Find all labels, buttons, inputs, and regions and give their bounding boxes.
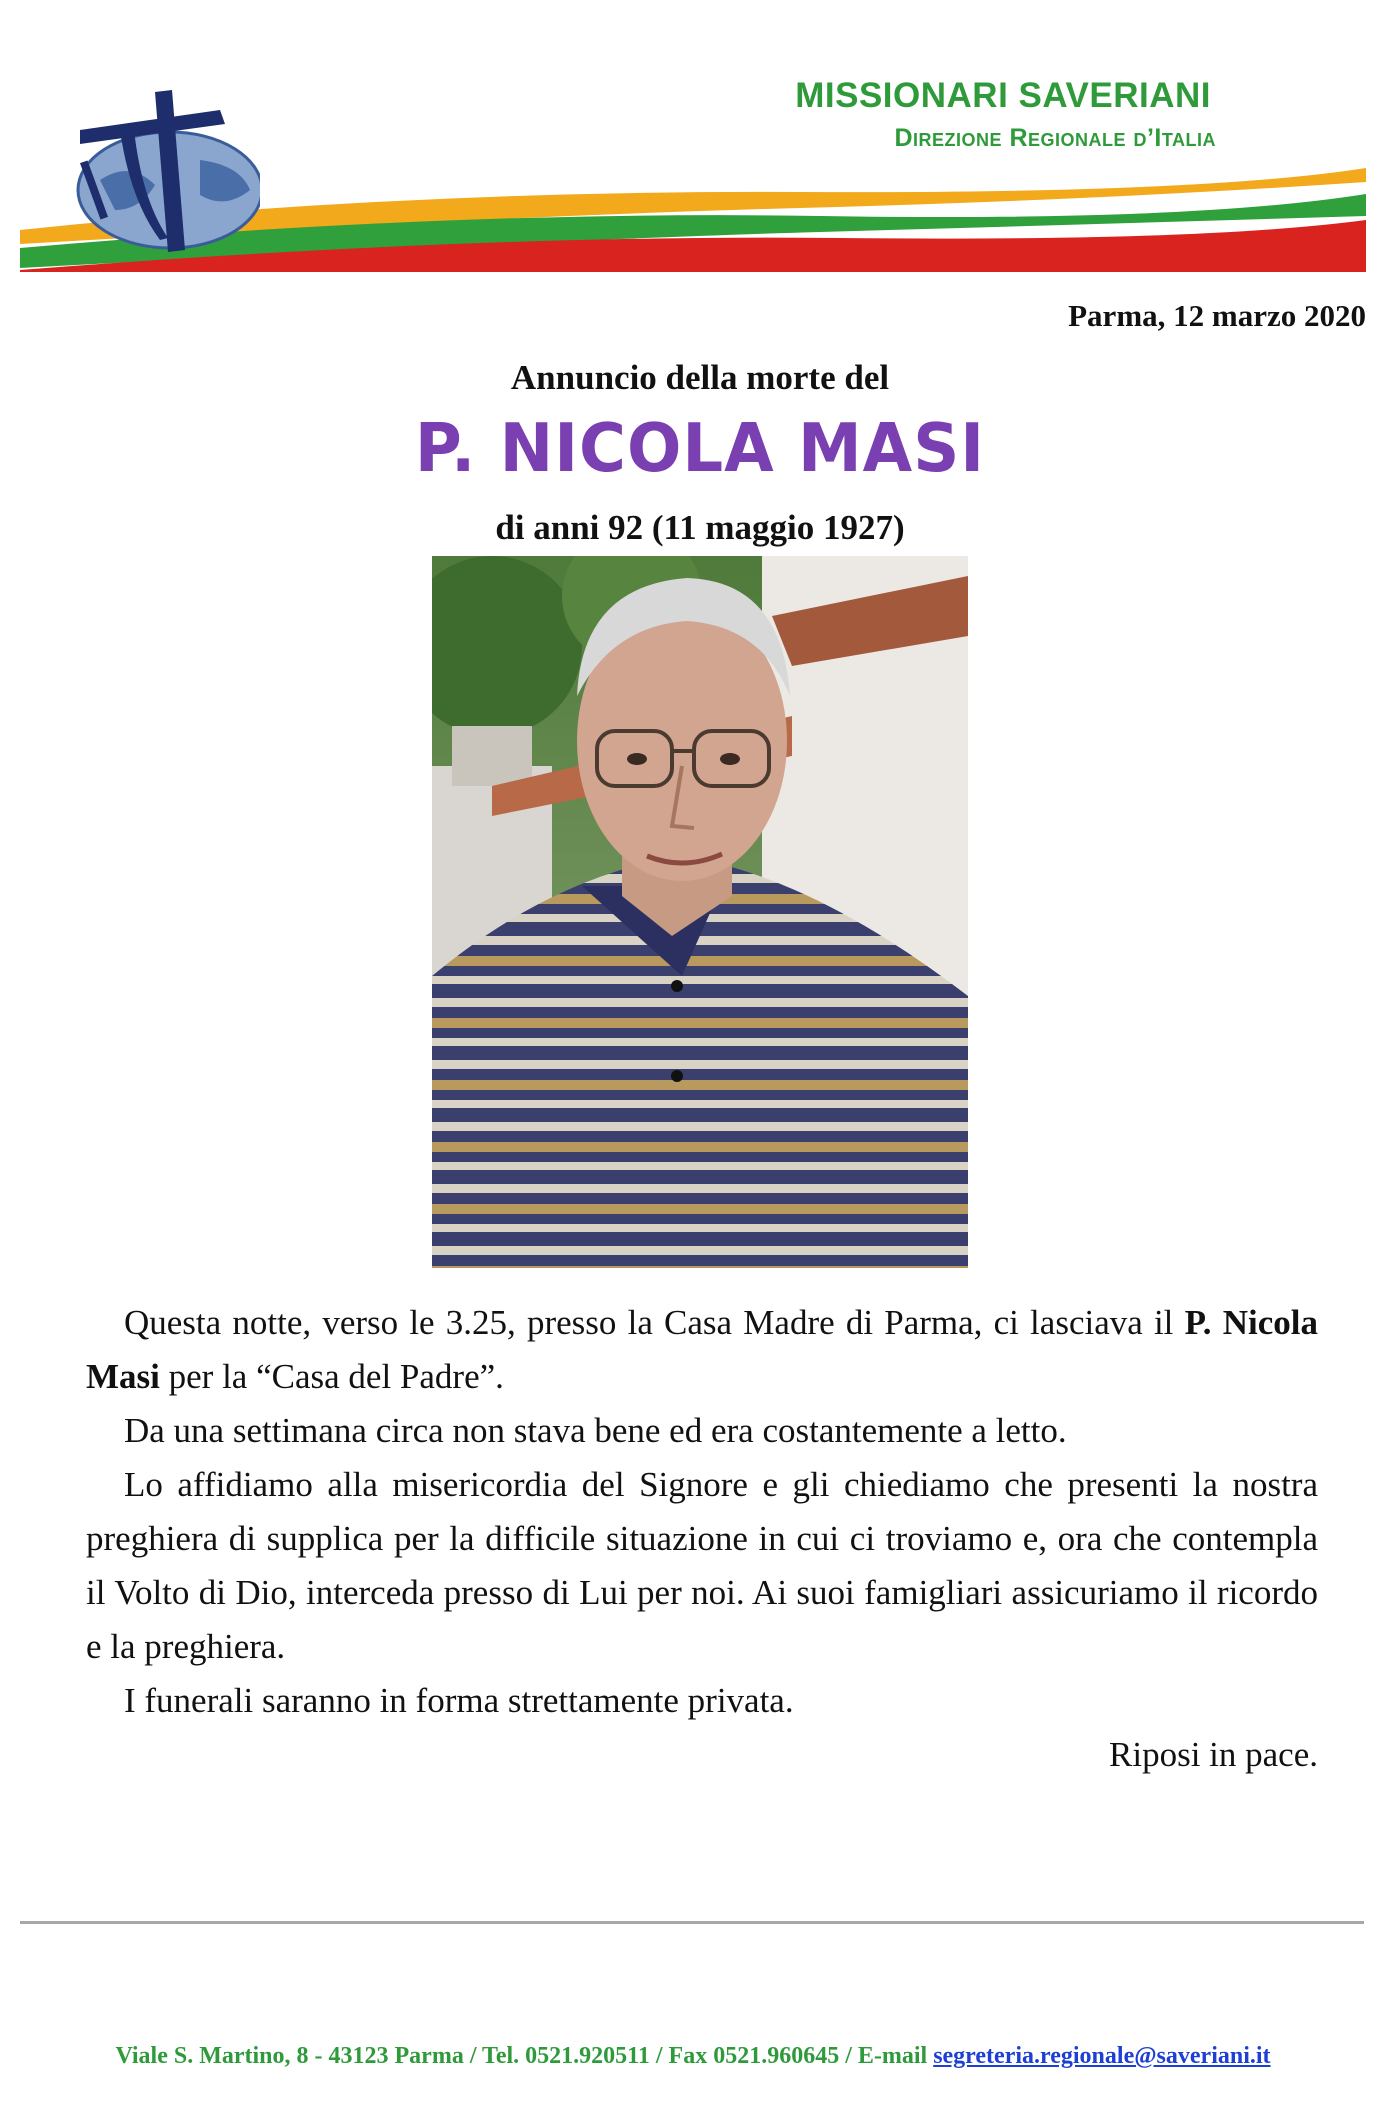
paragraph-death [86,1296,1318,1404]
paragraph-text: per la “Casa del Padre”. [159,1357,504,1396]
portrait-photo [432,556,968,1268]
paragraph-text: Questa notte, verso le 3.25, presso la Casa Madre di Parma, ci lasciava il [124,1303,1185,1342]
announcement-body [86,1296,1318,1782]
saveriani-logo-icon [60,90,260,260]
organization-subtitle: Direzione Regionale d’Italia [894,124,1216,152]
paragraph-prayer: Lo affidiamo alla misericordia del Signore e gli chiediamo che presenti la nostra preghiera di supplica per la difficile situazione in cui ci troviamo e, ora che contempla il Volto di Dio, interceda presso di Lui per noi. Ai suoi famigliari assicuriamo il ricordo e la preghiera. [86,1465,1318,1666]
organization-name: MISSIONARI SAVERIANI [795,76,1211,115]
paragraph-funeral: I funerali saranno in forma strettamente privata. [124,1681,794,1720]
paragraph-illness: Da una settimana circa non stava bene ed era costantemente a letto. [124,1411,1067,1450]
deceased-name: P. NICOLA MASI [414,410,986,488]
age-line: di anni 92 (11 maggio 1927) [495,508,905,547]
deceased-name-inline: P. Nicola Masi [86,1303,1318,1396]
footer-divider [20,1921,1364,1924]
letter-date: Parma, 12 marzo 2020 [1068,298,1366,333]
email-link[interactable]: segreteria.regionale@saveriani.it [933,2043,1271,2069]
closing-line: Riposi in pace. [1109,1735,1318,1774]
footer-contact [0,2043,1386,2070]
letterhead [0,0,1386,280]
footer-address: Viale S. Martino, 8 - 43123 Parma / Tel. 0521.920511 / Fax 0521.960645 / E-mail [115,2043,934,2069]
announcement-intro: Annuncio della morte del [510,358,890,397]
